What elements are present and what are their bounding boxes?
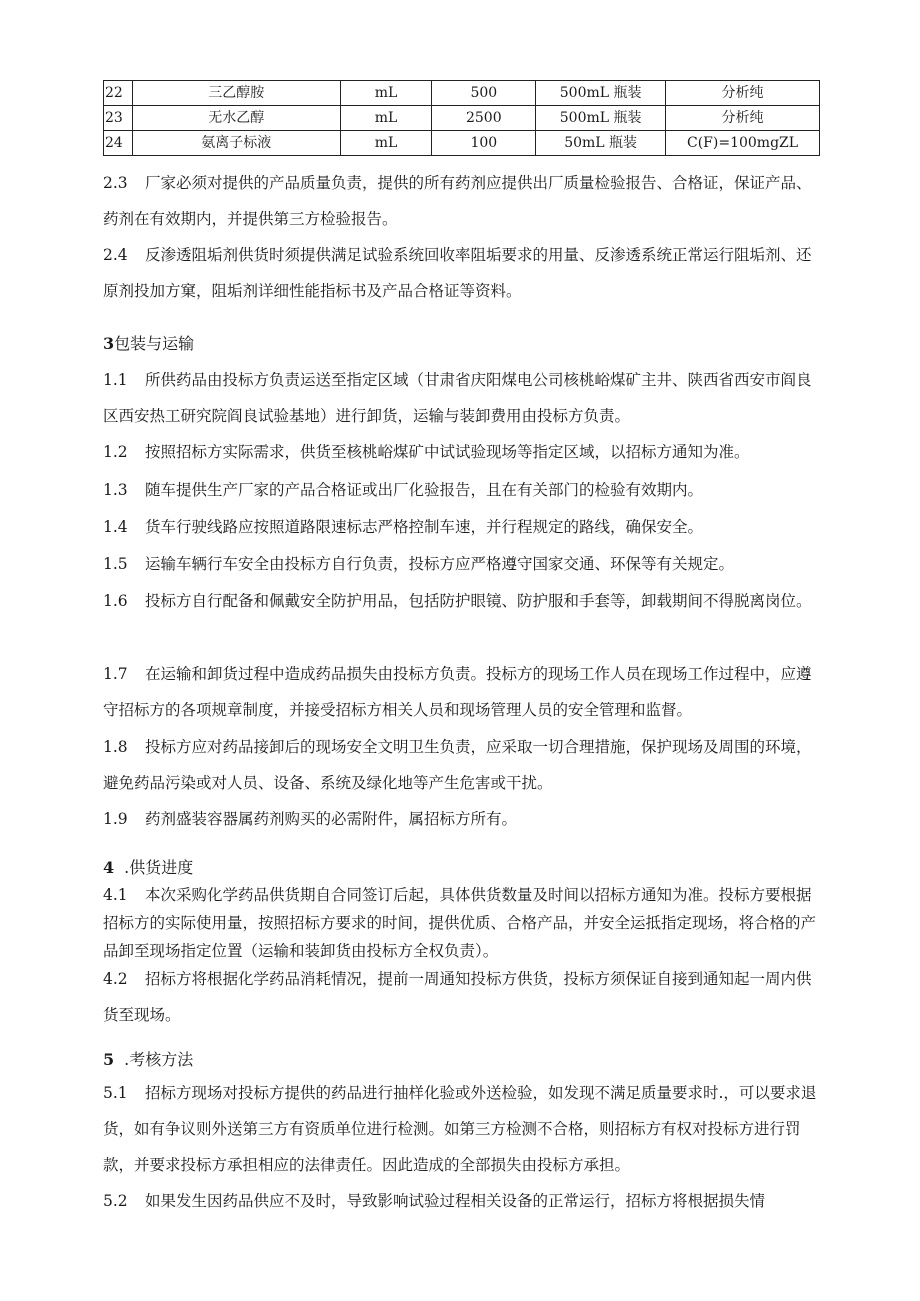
section-heading-4 xyxy=(103,855,193,878)
item-number: 1.7 xyxy=(103,665,128,683)
list-item xyxy=(103,656,820,728)
list-item xyxy=(103,1183,820,1219)
list-item xyxy=(103,583,820,619)
item-text: 如果发生因药品供应不及时，导致影响试验过程相关设备的正常运行，招标方将根据损失情 xyxy=(145,1192,766,1210)
grade: 分析纯 xyxy=(666,81,820,106)
section-title: 包装与运输 xyxy=(114,334,195,353)
grade: C(F)=100mgZL xyxy=(666,131,820,156)
item-text: 药剂盛装容器属药剂购买的必需附件，属招标方所有。 xyxy=(145,810,518,828)
list-item xyxy=(103,434,820,470)
item-number: 5.1 xyxy=(103,1084,128,1102)
item-number: 1.5 xyxy=(103,555,128,573)
quantity: 500 xyxy=(432,81,536,106)
row-number: 23 xyxy=(104,106,133,131)
list-item xyxy=(103,801,820,837)
row-number: 24 xyxy=(104,131,133,156)
item-number: 1.1 xyxy=(103,371,128,389)
list-item xyxy=(103,509,820,545)
packaging: 500mL 瓶装 xyxy=(536,81,666,106)
item-text: 随车提供生产厂家的产品合格证或出厂化验报告，且在有关部门的检验有效期内。 xyxy=(145,481,704,499)
item-text: 招标方将根据化学药品消耗情况，提前一周通知投标方供货，投标方须保证自接到通知起一周内供货至现场。 xyxy=(103,970,812,1024)
list-item xyxy=(103,729,820,801)
list-item xyxy=(103,961,820,1033)
item-number: 1.6 xyxy=(103,592,128,610)
section-title: .考核方法 xyxy=(124,1050,194,1069)
list-item xyxy=(103,881,820,965)
chemical-table xyxy=(103,80,820,156)
chemical-name: 无水乙醇 xyxy=(132,106,340,131)
item-number: 1.4 xyxy=(103,518,128,536)
item-number: 5.2 xyxy=(103,1192,128,1210)
paragraph-number: 2.3 xyxy=(103,174,128,192)
quantity: 100 xyxy=(432,131,536,156)
table-row xyxy=(104,81,820,106)
item-number: 1.2 xyxy=(103,443,128,461)
item-text: 所供药品由投标方负责运送至指定区域（甘肃省庆阳煤电公司核桃峪煤矿主井、陕西省西安市阎良区西安热工研究院阎良试验基地）进行卸货，运输与装卸费用由投标方负责。 xyxy=(103,371,812,425)
item-text: 投标方应对药品接卸后的现场安全文明卫生负责，应采取一切合理措施，保护现场及周围的环境，避免药品污染或对人员、设备、系统及绿化地等产生危害或干扰。 xyxy=(103,738,812,792)
section-number: 5 xyxy=(103,1050,115,1069)
item-text: 货车行驶线路应按照道路限速标志严格控制车速，并行程规定的路线，确保安全。 xyxy=(145,518,704,536)
list-item xyxy=(103,362,820,434)
row-number: 22 xyxy=(104,81,133,106)
table-row xyxy=(104,131,820,156)
item-number: 1.3 xyxy=(103,481,128,499)
item-text: 按照招标方实际需求，供货至核桃峪煤矿中试试验现场等指定区域，以招标方通知为准。 xyxy=(145,443,750,461)
item-text: 招标方现场对投标方提供的药品进行抽样化验或外送检验，如发现不满足质量要求时.，可以要求退货，如有争议则外送第三方有资质单位进行检测。如第三方检测不合格，则招标方有权对投标方进行罚款，并要求投标方承担相应的法律责任。因此造成的全部损失由投标方承担。 xyxy=(103,1084,817,1174)
item-text: 运输车辆行车安全由投标方自行负责，投标方应严格遵守国家交通、环保等有关规定。 xyxy=(145,555,735,573)
list-item xyxy=(103,472,820,508)
grade: 分析纯 xyxy=(666,106,820,131)
paragraph-text: 反渗透阻垢剂供货时须提供满足试验系统回收率阻垢要求的用量、反渗透系统正常运行阻垢剂、还原剂投加方窠，阻垢剂详细性能指标书及产品合格证等资料。 xyxy=(103,246,812,300)
unit: mL xyxy=(340,106,432,131)
section-number: 4 xyxy=(103,858,115,877)
section-heading-5 xyxy=(103,1047,193,1070)
list-item xyxy=(103,546,820,582)
unit: mL xyxy=(340,81,432,106)
chemical-name: 氨离子标液 xyxy=(132,131,340,156)
section-number: 3 xyxy=(103,334,115,353)
item-number: 1.8 xyxy=(103,738,128,756)
paragraph-number: 2.4 xyxy=(103,246,128,264)
item-number: 1.9 xyxy=(103,810,128,828)
section-title: .供货进度 xyxy=(124,858,194,877)
item-text: 本次采购化学药品供货期自合同签订后起，具体供货数量及时间以招标方通知为准。投标方要根据招标方的实际使用量，按照招标方要求的时间，提供优质、合格产品，并安全运抵指定现场，将合格的产品卸至现场指定位置（运输和装卸货由投标方全权负责）。 xyxy=(103,886,817,960)
quantity: 2500 xyxy=(432,106,536,131)
unit: mL xyxy=(340,131,432,156)
item-number: 4.2 xyxy=(103,970,128,988)
item-number: 4.1 xyxy=(103,886,128,904)
item-text: 在运输和卸货过程中造成药品损失由投标方负责。投标方的现场工作人员在现场工作过程中，应遵守招标方的各项规章制度，并接受招标方相关人员和现场管理人员的安全管理和监督。 xyxy=(103,665,812,719)
list-item xyxy=(103,1075,820,1183)
section-heading-3 xyxy=(103,331,194,354)
table-row xyxy=(104,106,820,131)
packaging: 50mL 瓶装 xyxy=(536,131,666,156)
paragraph-2-3 xyxy=(103,165,820,237)
item-text: 投标方自行配备和佩戴安全防护用品，包括防护眼镜、防护服和手套等，卸载期间不得脱离岗位。 xyxy=(145,592,812,610)
paragraph-text: 厂家必须对提供的产品质量负责，提供的所有药剂应提供出厂质量检验报告、合格证，保证产品、药剂在有效期内，并提供第三方检验报告。 xyxy=(103,174,812,228)
packaging: 500mL 瓶装 xyxy=(536,106,666,131)
paragraph-2-4 xyxy=(103,237,820,309)
chemical-name: 三乙醇胺 xyxy=(132,81,340,106)
